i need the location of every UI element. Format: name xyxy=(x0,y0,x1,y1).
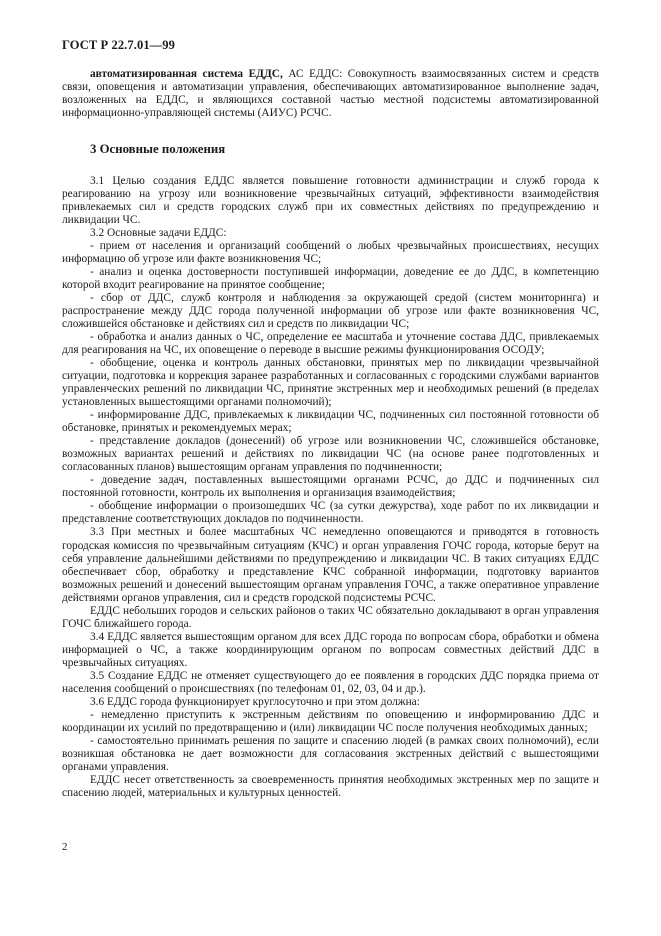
task-item: - обобщение информации о произошедших ЧС (за сутки дежурства), ходе работ по их ликвидации и представление соответствующих докладов по подчиненности. xyxy=(62,500,599,526)
paragraph-3-3: 3.3 При местных и более масштабных ЧС немедленно оповещаются и приводятся в готовность городская комиссия по чрезвычайным ситуациям (КЧС) и орган управления ГОЧС города, которые берут на себя управление дальнейшими действиями по предупреждению и ликвидации ЧС. В таких ситуациях ЕДДС обеспечивает сбор, обработку и представление КЧС собранной информации, подготовку вариантов возможных решений и донесений вышестоящим органам управления ГОЧС, а также оперативное управление действиями органов управления, сил и средств городской подсистемы РСЧС. xyxy=(62,526,599,604)
task-item: - прием от населения и организаций сообщений о любых чрезвычайных происшествиях, несущих информацию об угрозе или факте возникновения ЧС; xyxy=(62,240,599,266)
task-item: - представление докладов (донесений) об угрозе или возникновении ЧС, сложившейся обстановке, возможных вариантах решений и действиях по ликвидации ЧС (на основе ранее подготовленных и согласованных планов) вышестоящим органам управления по подчиненности; xyxy=(62,435,599,474)
section-title: 3 Основные положения xyxy=(90,142,226,157)
task-item: - анализ и оценка достоверности поступившей информации, доведение ее до ДДС, в компетенцию которой входит реагирование на принятое сообщение; xyxy=(62,266,599,292)
task-item: - сбор от ДДС, служб контроля и наблюдения за окружающей средой (систем мониторинга) и распространение между ДДС города полученной информации об угрозе или факте возникновения ЧС, сложившейся обстановке и действиях сил и средств по ликвидации ЧС; xyxy=(62,292,599,331)
definition-term: автоматизированная система ЕДДС, xyxy=(90,68,283,80)
paragraph-3-6: 3.6 ЕДДС города функционирует круглосуточно и при этом должна: xyxy=(90,695,420,708)
duty-item: - немедленно приступить к экстренным действиям по оповещению и информированию ДДС и координации их усилий по предотвращению и (или) ликвидации ЧС после получения необходимых данных; xyxy=(62,708,599,734)
paragraph-3-2: 3.2 Основные задачи ЕДДС: xyxy=(90,227,227,240)
page-number: 2 xyxy=(62,841,68,853)
definition-paragraph xyxy=(62,68,599,120)
task-item: - обработка и анализ данных о ЧС, определение ее масштаба и уточнение состава ДДС, привлекаемых для реагирования на ЧС, их оповещение о переводе в высшие режимы функционирования ОСОДУ; xyxy=(62,331,599,357)
duty-item: - самостоятельно принимать решения по защите и спасению людей (в рамках своих полномочий), если возникшая обстановка не дает возможности для согласования экстренных действий с вышестоящими органами управления. xyxy=(62,734,599,773)
paragraph-3-5: 3.5 Создание ЕДДС не отменяет существующего до ее появления в городских ДДС порядка приема от населения сообщений о происшествиях (по телефонам 01, 02, 03, 04 и др.). xyxy=(62,669,599,695)
responsibility-paragraph: ЕДДС несет ответственность за своевременность принятия необходимых экстренных мер по защите и спасению людей, материальных и культурных ценностей. xyxy=(62,773,599,799)
definition-text: АС ЕДДС: Совокупность взаимосвязанных систем и средств связи, оповещения и автоматизации управления, обеспечивающих автоматизированное выполнение задач, возложенных на ЕДДС, и являющихся составной частью местной подсистемы автоматизированной информационно-управляющей системы (АИУС) РСЧС. xyxy=(62,68,599,120)
task-item: - доведение задач, поставленных вышестоящими органами РСЧС, до ДДС и подчиненных сил постоянной готовности, контроль их выполнения и организация взаимодействия; xyxy=(62,474,599,500)
task-item: - информирование ДДС, привлекаемых к ликвидации ЧС, подчиненных сил постоянной готовности об обстановке, принятых и рекомендуемых мерах; xyxy=(62,409,599,435)
task-item: - обобщение, оценка и контроль данных обстановки, принятых мер по ликвидации чрезвычайной ситуации, подготовка и коррекция заранее разработанных и согласованных с городскими службами вариантов управленческих решений по ликвидации ЧС, принятие экстренных мер и необходимых решений (в пределах установленных вышестоящими органами полномочий); xyxy=(62,357,599,409)
paragraph-3-1: 3.1 Целью создания ЕДДС является повышение готовности администрации и служб города к реагированию на угрозу или возникновение чрезвычайных ситуаций, эффективности взаимодействия привлекаемых сил и средств городских служб при их совместных действиях по предупреждению и ликвидации ЧС. xyxy=(62,175,599,227)
paragraph-3-4: 3.4 ЕДДС является вышестоящим органом для всех ДДС города по вопросам сбора, обработки и обмена информацией о ЧС, а также координирующим органом по вопросам совместных действий ДДС в чрезвычайных ситуациях. xyxy=(62,630,599,669)
paragraph-small-cities: ЕДДС небольших городов и сельских районов о таких ЧС обязательно докладывают в орган управления ГОЧС ближайшего города. xyxy=(62,604,599,630)
document-header: ГОСТ Р 22.7.01—99 xyxy=(62,38,175,52)
document-body xyxy=(62,68,599,800)
